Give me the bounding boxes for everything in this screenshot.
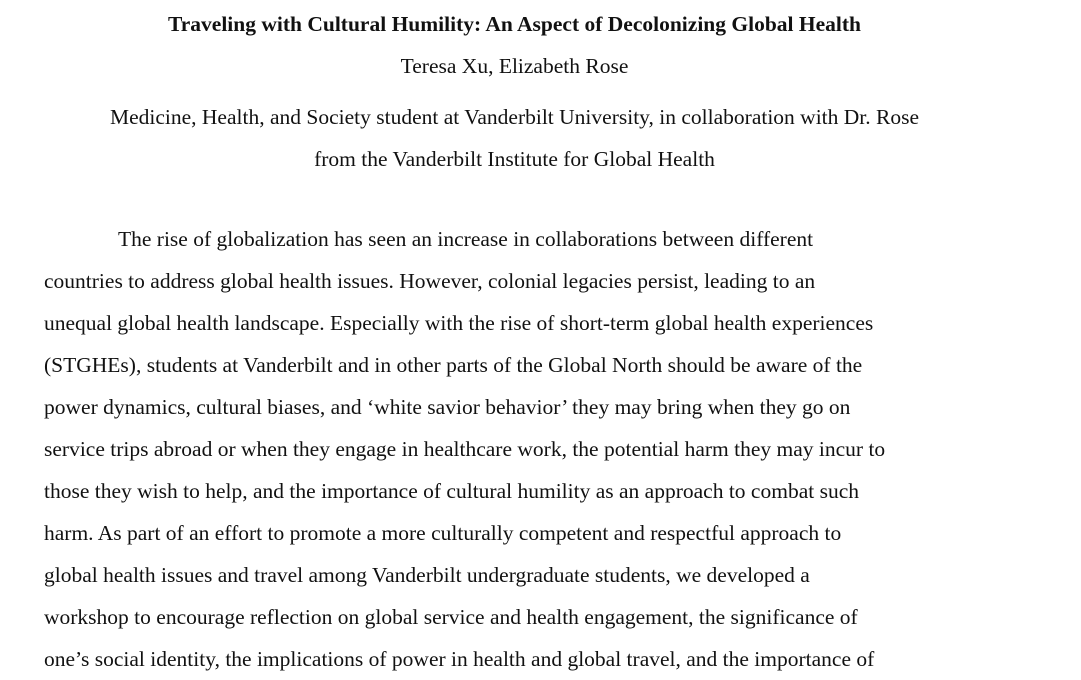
affiliation-line: from the Vanderbilt Institute for Global Health <box>314 147 715 171</box>
affiliation <box>0 96 1029 180</box>
author-names: Teresa Xu, Elizabeth Rose <box>400 54 629 78</box>
paragraph-line: The rise of globalization has seen an increase in collaborations between different <box>118 227 814 251</box>
paragraph-line: unequal global health landscape. Especially with the rise of short-term global health experiences <box>44 311 874 335</box>
affiliation-line: Medicine, Health, and Society student at Vanderbilt University, in collaboration with Dr. Rose <box>109 105 920 129</box>
paragraph-line: power dynamics, cultural biases, and ‘white savior behavior’ they may bring when they go on <box>44 395 851 419</box>
body-paragraph <box>44 218 1004 680</box>
paragraph-line: those they wish to help, and the importance of cultural humility as an approach to combat such <box>44 479 859 503</box>
document-title: Traveling with Cultural Humility: An Aspect of Decolonizing Global Health <box>168 12 861 36</box>
paragraph-line: countries to address global health issues. However, colonial legacies persist, leading to an <box>44 269 816 293</box>
paragraph-line: (STGHEs), students at Vanderbilt and in other parts of the Global North should be aware of the <box>44 353 863 377</box>
paragraph-line: service trips abroad or when they engage in healthcare work, the potential harm they may incur to <box>44 437 886 461</box>
paragraph-line: one’s social identity, the implications of power in health and global travel, and the importance of <box>44 647 875 671</box>
paragraph-line: global health issues and travel among Vanderbilt undergraduate students, we developed a <box>44 563 810 587</box>
paragraph-line: workshop to encourage reflection on global service and health engagement, the significance of <box>44 605 858 629</box>
paragraph-line: harm. As part of an effort to promote a more culturally competent and respectful approach to <box>44 521 842 545</box>
